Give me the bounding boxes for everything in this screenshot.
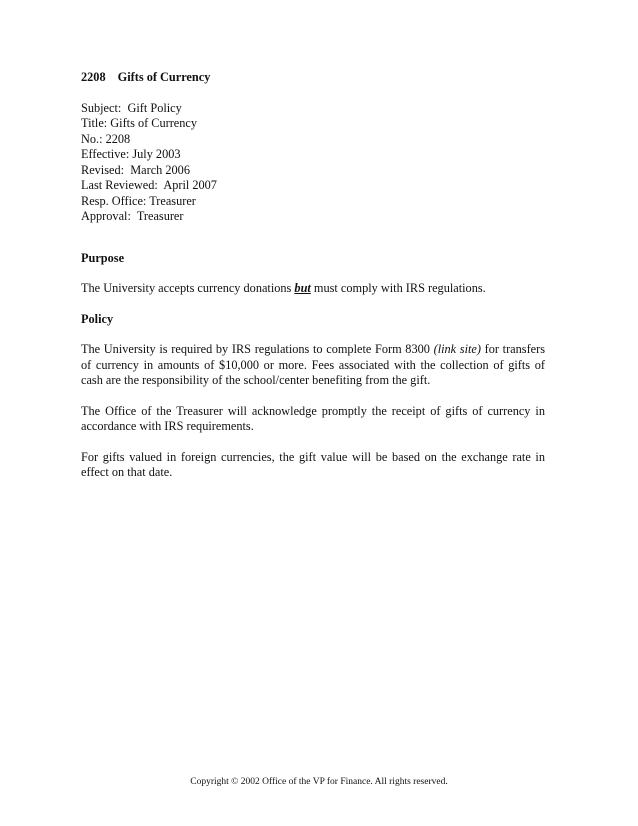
- meta-label: Resp. Office:: [81, 193, 147, 208]
- meta-resp-office: [81, 194, 545, 210]
- meta-value: April 2007: [163, 178, 217, 192]
- meta-label: Revised:: [81, 162, 125, 177]
- meta-value: July 2003: [132, 147, 181, 161]
- meta-approval: [81, 209, 545, 225]
- policy-paragraph-3: For gifts valued in foreign currencies, the gift value will be based on the exchange rate in effect on that date.: [81, 449, 545, 479]
- copyright-footer: Copyright © 2002 Office of the VP for Finance. All rights reserved.: [190, 777, 448, 787]
- meta-value: March 2006: [130, 162, 190, 177]
- meta-label: Subject:: [81, 100, 122, 115]
- meta-effective: [81, 147, 545, 163]
- meta-value: Gift Policy: [127, 100, 182, 115]
- policy-paragraph-1: The University is required by IRS regulations to complete Form 8300 (link site) for transfers of currency in amounts of $10,000 or more. Fees associated with the collection of gifts of cash are the responsibility of the school/center benefiting from the gift.: [81, 342, 546, 387]
- meta-subject: [81, 101, 545, 117]
- meta-number: [81, 132, 545, 148]
- meta-label: Approval:: [81, 209, 131, 223]
- purpose-paragraph: The University accepts currency donations but must comply with IRS regulations.: [81, 281, 486, 295]
- meta-title: [81, 116, 545, 132]
- meta-value: Treasurer: [149, 193, 196, 208]
- document-title-text: Gifts of Currency: [117, 70, 211, 84]
- meta-value: 2208: [105, 131, 131, 146]
- policy-paragraph-2: The Office of the Treasurer will acknowledge promptly the receipt of gifts of currency in accordance with IRS requirements.: [81, 403, 545, 433]
- emphasis-but: but: [294, 281, 311, 295]
- document-page: [81, 70, 545, 481]
- meta-value: Gifts of Currency: [110, 116, 198, 130]
- meta-revised: [81, 163, 545, 179]
- meta-label: Effective:: [81, 147, 130, 161]
- meta-label: Title:: [81, 116, 108, 130]
- metadata-block: [81, 101, 545, 225]
- meta-label: Last Reviewed:: [81, 178, 158, 192]
- document-number: 2208: [81, 70, 106, 84]
- meta-last-reviewed: [81, 178, 545, 194]
- policy-heading: Policy: [81, 311, 114, 326]
- purpose-heading: Purpose: [81, 250, 125, 265]
- document-title: [81, 70, 545, 86]
- meta-label: No.:: [81, 131, 103, 146]
- link-site-link[interactable]: (link site): [433, 342, 481, 356]
- meta-value: Treasurer: [136, 209, 184, 223]
